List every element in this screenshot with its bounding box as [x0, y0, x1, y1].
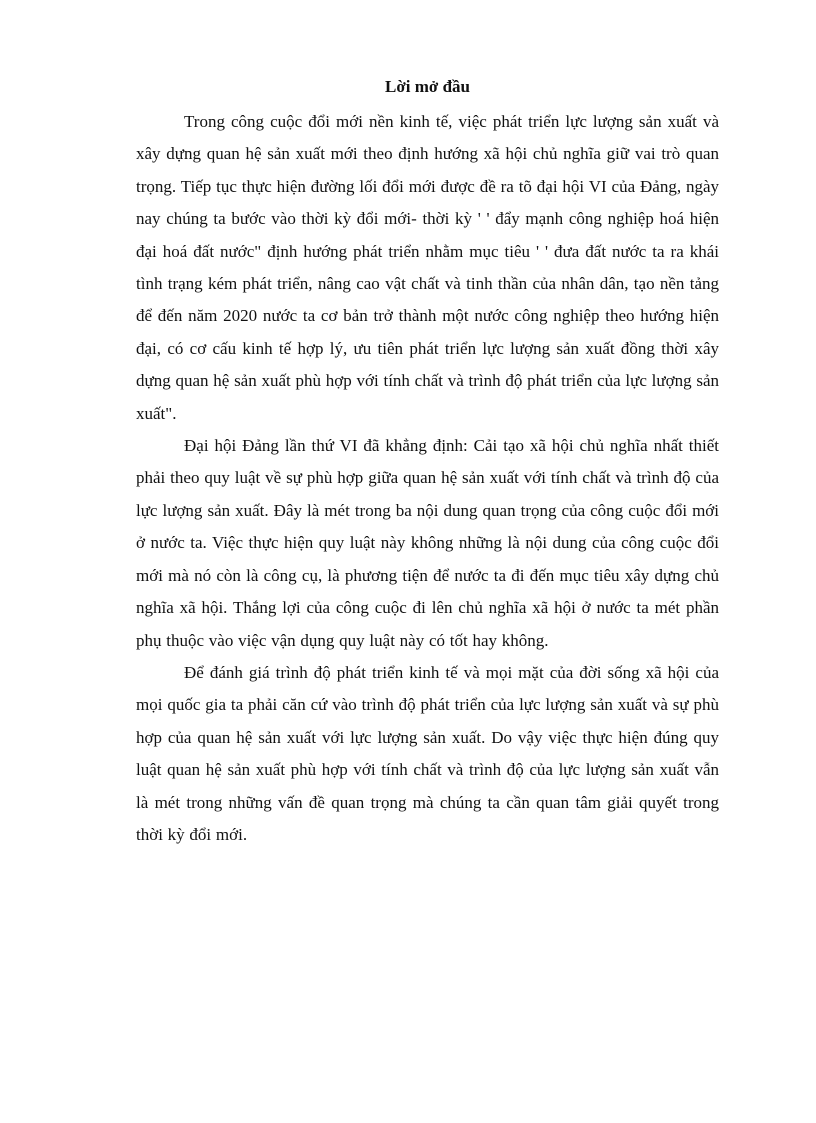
- document-title: Lời mở đầu: [385, 77, 470, 96]
- paragraph-2: Đại hội Đảng lần thứ VI đã khẳng định: Cải tạo xã hội chủ nghĩa nhất thiết phải theo quy luật về sự phù hợp giữa quan hệ sản xuất với tính chất và trình độ của lực lượng sản xuất. Đây là mét trong ba nội dung quan trọng của công cuộc đổi mới ở nước ta. Việc thực hiện quy luật này không những là nội dung của công cuộc đổi mới mà nó còn là công cụ, là phương tiện để nước ta đi đến mục tiêu xây dựng chủ nghĩa xã hội. Thắng lợi của công cuộc đi lên chủ nghĩa xã hội ở nước ta mét phần phụ thuộc vào việc vận dụng quy luật này có tốt hay không.: [136, 436, 719, 650]
- paragraph-1: Trong công cuộc đổi mới nền kinh tế, việc phát triển lực lượng sản xuất và xây dựng quan hệ sản xuất mới theo định hướng xã hội chủ nghĩa giữ vai trò quan trọng. Tiếp tục thực hiện đường lối đổi mới được đề ra tõ đại hội VI của Đảng, ngày nay chúng ta bước vào thời kỳ đổi mới- thời kỳ ' ' đẩy mạnh công nghiệp hoá hiện đại hoá đất nước" định hướng phát triển nhằm mục tiêu ' ' đưa đất nước ta ra khái tình trạng kém phát triển, nâng cao vật chất và tinh thần của nhân dân, tạo nền tảng để đến năm 2020 nước ta cơ bản trở thành một nước công nghiệp theo hướng hiện đại, có cơ cấu kinh tế hợp lý, ưu tiên phát triển lực lượng sản xuất đồng thời xây dựng quan hệ sản xuất phù hợp với tính chất và trình độ phát triển của lực lượng sản xuất".: [136, 112, 719, 423]
- paragraph-3: Để đánh giá trình độ phát triển kinh tế và mọi mặt của đời sống xã hội của mọi quốc gia ta phải căn cứ vào trình độ phát triển của lực lượng sản xuất và sự phù hợp của quan hệ sản xuất với lực lượng sản xuất. Do vậy việc thực hiện đúng quy luật quan hệ sản xuất phù hợp với tính chất và trình độ của lực lượng sản xuất vẫn là mét trong những vấn đề quan trọng mà chúng ta cần quan tâm giải quyết trong thời kỳ đổi mới.: [136, 662, 719, 844]
- document-body: [136, 76, 719, 851]
